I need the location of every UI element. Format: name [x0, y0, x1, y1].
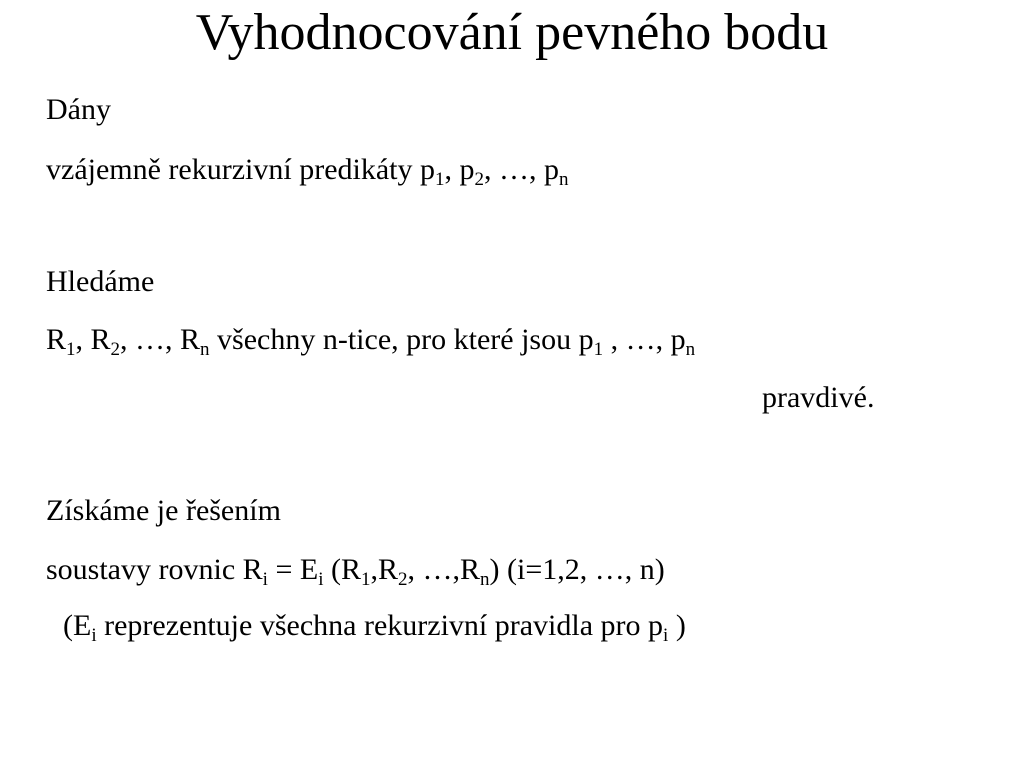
text-predicates-line	[46, 152, 569, 188]
text-explanation-line	[63, 608, 686, 644]
text-run: soustavy rovnic R	[46, 553, 263, 586]
text-run: , p	[444, 153, 475, 186]
subscript: 1	[593, 339, 604, 360]
subscript: n	[559, 169, 569, 190]
subscript: n	[685, 339, 696, 360]
subscript: i	[262, 569, 268, 590]
subscript: 1	[435, 169, 445, 190]
subscript: n	[200, 339, 210, 360]
slide-title: Vyhodnocování pevného bodu	[195, 4, 829, 61]
subscript: 2	[397, 569, 408, 590]
text-run: = E	[267, 553, 319, 586]
subscript: 1	[66, 339, 76, 360]
text-run: )	[668, 609, 686, 642]
text-run: všechny n-tice, pro které jsou p	[209, 323, 594, 356]
text-run: , …,R	[407, 553, 480, 586]
text-run: vzájemně rekurzivní predikáty p	[46, 153, 436, 186]
text-sought-heading: Hledáme	[46, 265, 155, 298]
text-run: , …, p	[603, 323, 686, 356]
text-relations-line	[46, 322, 695, 358]
text-run: , …, R	[120, 323, 201, 356]
subscript: n	[480, 569, 490, 590]
text-run: ,R	[370, 553, 398, 586]
text-true-continuation: pravdivé.	[762, 381, 875, 414]
text-run: , R	[75, 323, 111, 356]
subscript: i	[318, 569, 324, 590]
text-equations-line	[46, 552, 665, 588]
subscript: i	[663, 625, 669, 646]
subscript: 1	[360, 569, 371, 590]
subscript: 2	[474, 169, 485, 190]
text-run: ) (i=1,2, …, n)	[489, 553, 665, 586]
text-run: reprezentuje všechna rekurzivní pravidla pro p	[96, 609, 664, 642]
subscript: 2	[110, 339, 121, 360]
text-run: , …, p	[484, 153, 560, 186]
text-run: (R	[323, 553, 361, 586]
text-run: (E	[63, 609, 92, 642]
text-given-heading: Dány	[46, 93, 111, 126]
subscript: i	[91, 625, 97, 646]
text-obtain-heading: Získáme je řešením	[46, 494, 281, 527]
text-run: R	[46, 323, 67, 356]
